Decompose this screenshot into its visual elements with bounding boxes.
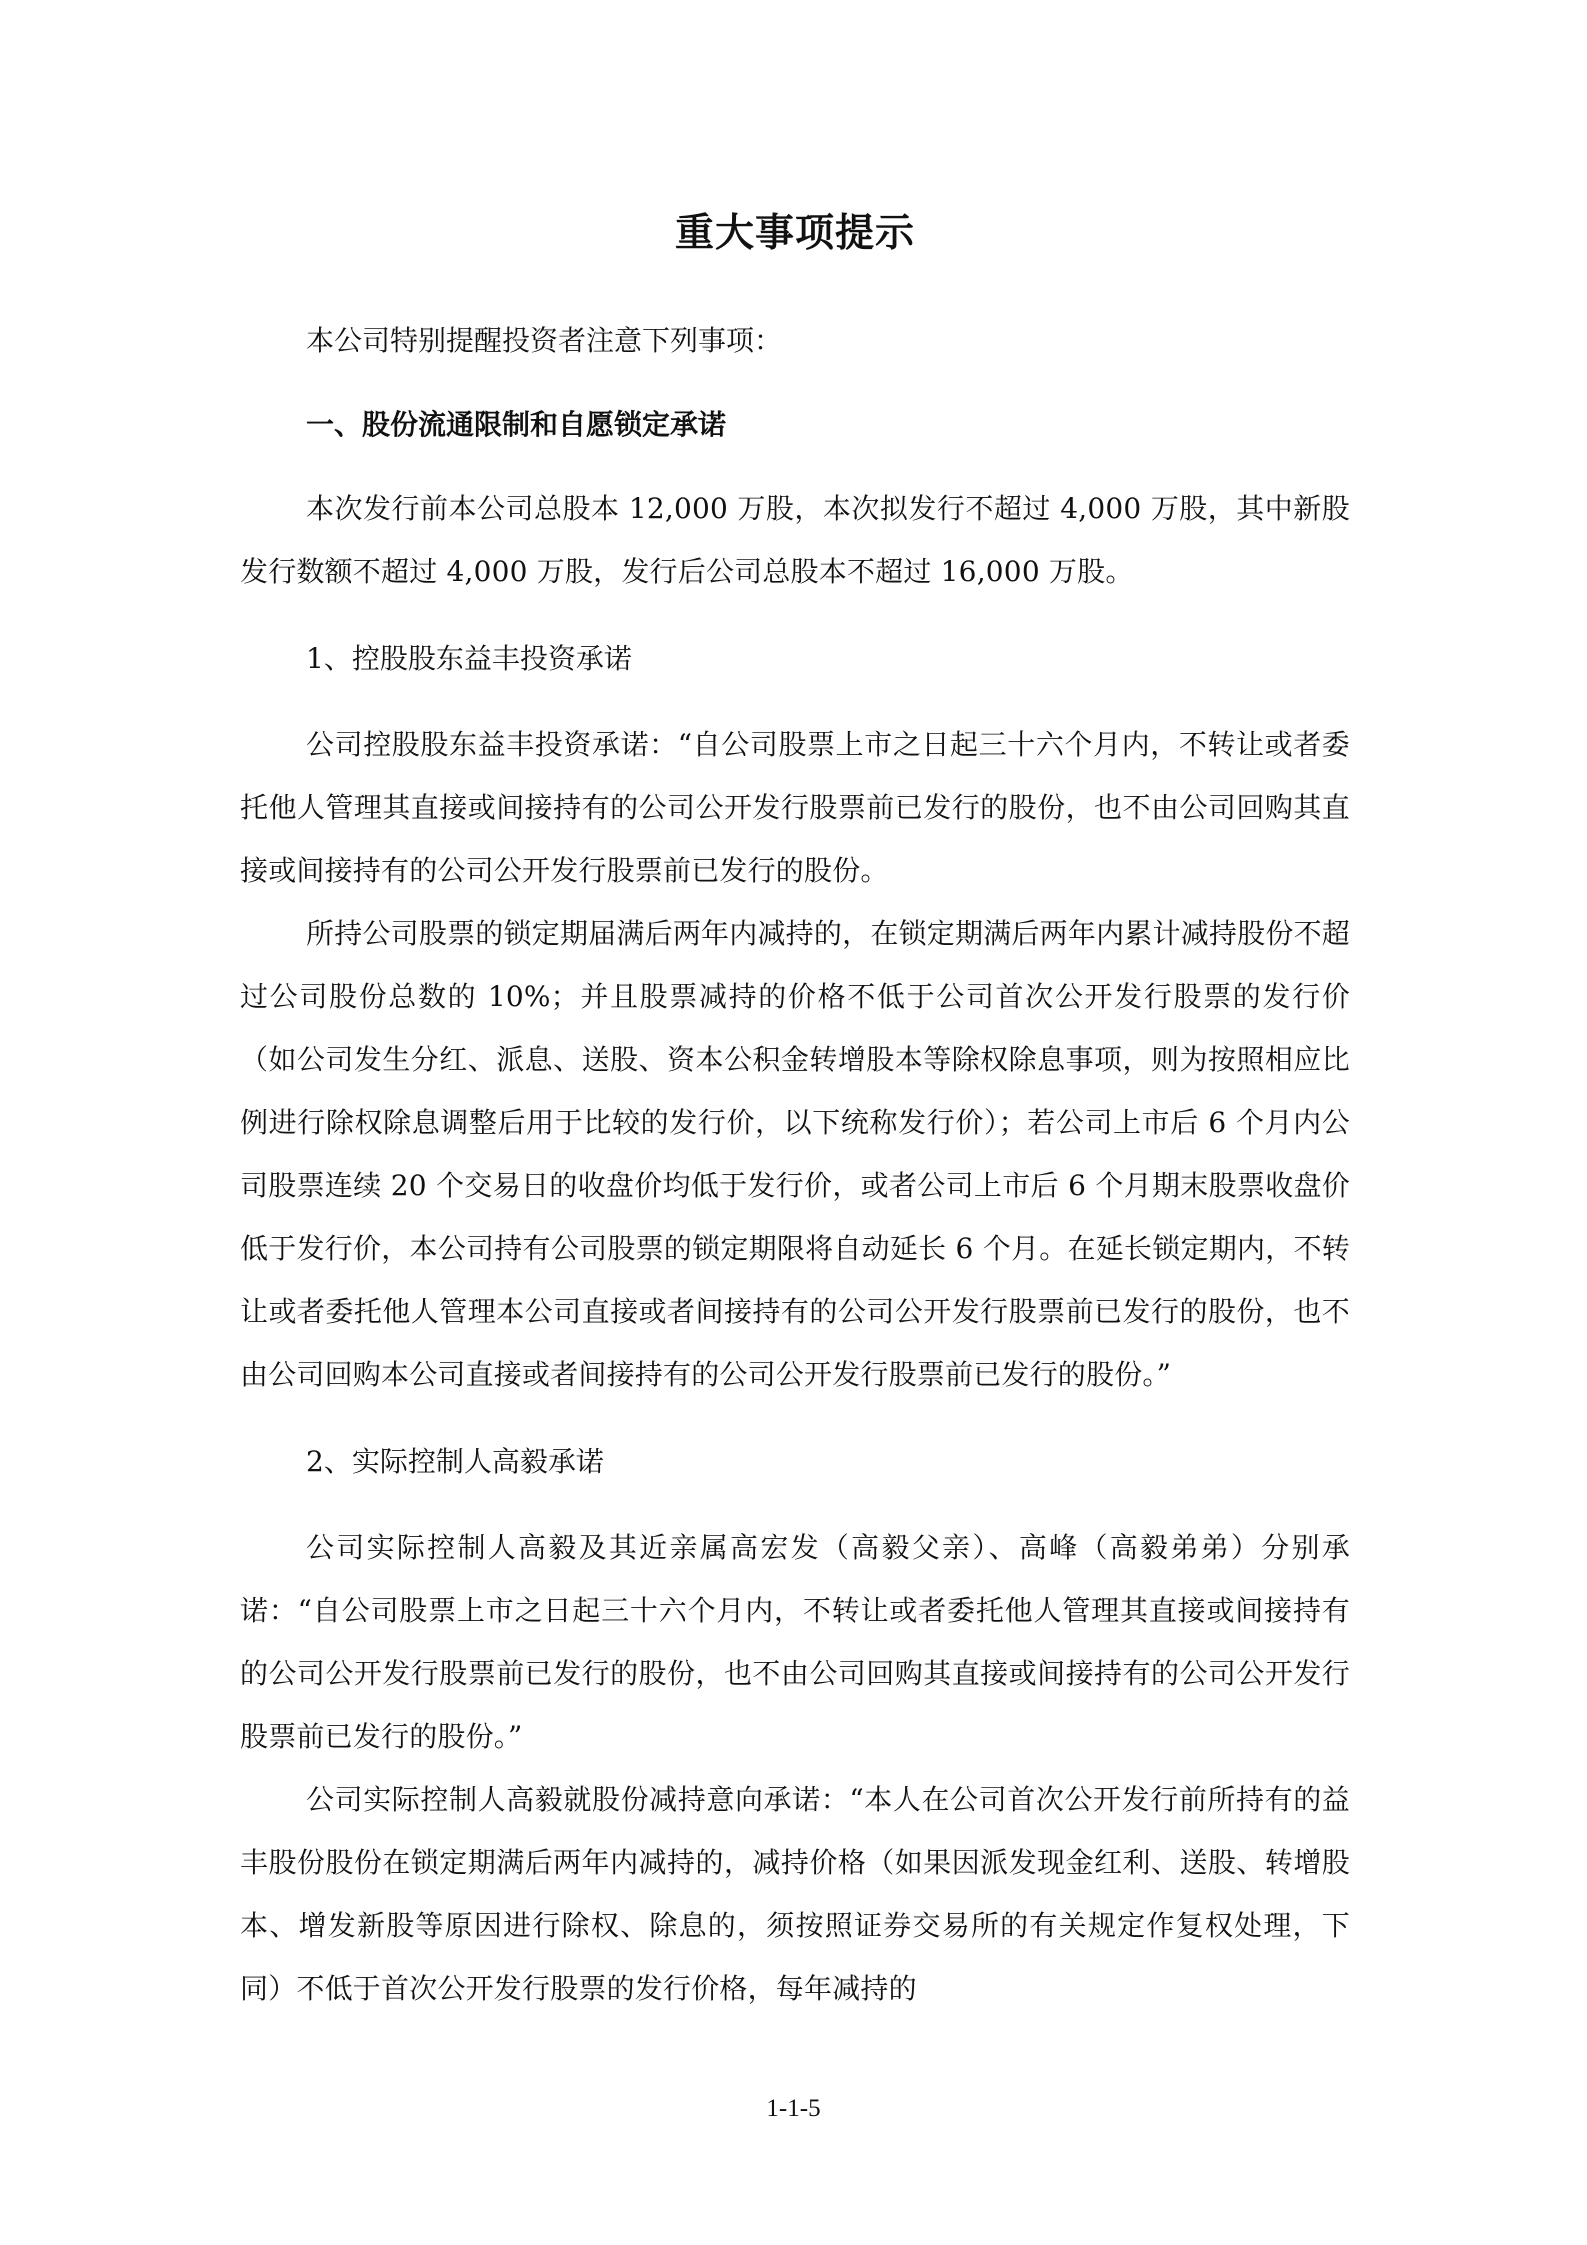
actual-controller-reduction-intent-paragraph: 公司实际控制人高毅就股份减持意向承诺：“本人在公司首次公开发行前所持有的益丰股份股份在锁定期满后两年内减持的，减持价格（如果因派发现金红利、送股、转增股本、增发新股等原因进行除权、除息的，须按照证券交易所的有关规定作复权处理，下同）不低于首次公开发行股票的发行价格，每年减持的: [240, 1783, 1350, 2005]
controlling-shareholder-commitment-paragraph: 公司控股股东益丰投资承诺：“自公司股票上市之日起三十六个月内，不转让或者委托他人管理其直接或间接持有的公司公开发行股票前已发行的股份，也不由公司回购其直接或间接持有的公司公开发行股票前已发行的股份。: [240, 728, 1350, 887]
page-title: 重大事项提示: [674, 211, 915, 256]
page-number: 1-1-5: [766, 2095, 821, 2122]
subheading-controlling-shareholder: 1、控股股东益丰投资承诺: [306, 642, 632, 675]
document-body: [240, 205, 1350, 2020]
lockup-reduction-paragraph: 所持公司股票的锁定期届满后两年内减持的，在锁定期满后两年内累计减持股份不超过公司股份总数的 10%；并且股票减持的价格不低于公司首次公开发行股票的发行价（如公司发生分红、派息、送股、资本公积金转增股本等除权除息事项，则为按照相应比例进行除权除息调整后用于比较的发行价，以下统称发行价）；若公司上市后 6 个月内公司股票连续 20 个交易日的收盘价均低于发行价，或者公司上市后 6 个月期末股票收盘价低于发行价，本公司持有公司股票的锁定期限将自动延长 6 个月。在延长锁定期内，不转让或者委托他人管理本公司直接或者间接持有的公司公开发行股票前已发行的股份，也不由公司回购本公司直接或者间接持有的公司公开发行股票前已发行的股份。”: [240, 917, 1350, 1391]
actual-controller-commitment-paragraph: 公司实际控制人高毅及其近亲属高宏发（高毅父亲）、高峰（高毅弟弟）分别承诺：“自公司股票上市之日起三十六个月内，不转让或者委托他人管理其直接或间接持有的公司公开发行股票前已发行的股份，也不由公司回购其直接或间接持有的公司公开发行股票前已发行的股份。”: [240, 1531, 1350, 1753]
share-capital-paragraph: 本次发行前本公司总股本 12,000 万股，本次拟发行不超过 4,000 万股，其中新股发行数额不超过 4,000 万股，发行后公司总股本不超过 16,000 万股。: [240, 492, 1350, 588]
intro-paragraph: 本公司特别提醒投资者注意下列事项：: [306, 324, 783, 357]
subheading-actual-controller: 2、实际控制人高毅承诺: [306, 1445, 604, 1478]
section-heading-lockup-commitment: 一、股份流通限制和自愿锁定承诺: [306, 408, 727, 441]
